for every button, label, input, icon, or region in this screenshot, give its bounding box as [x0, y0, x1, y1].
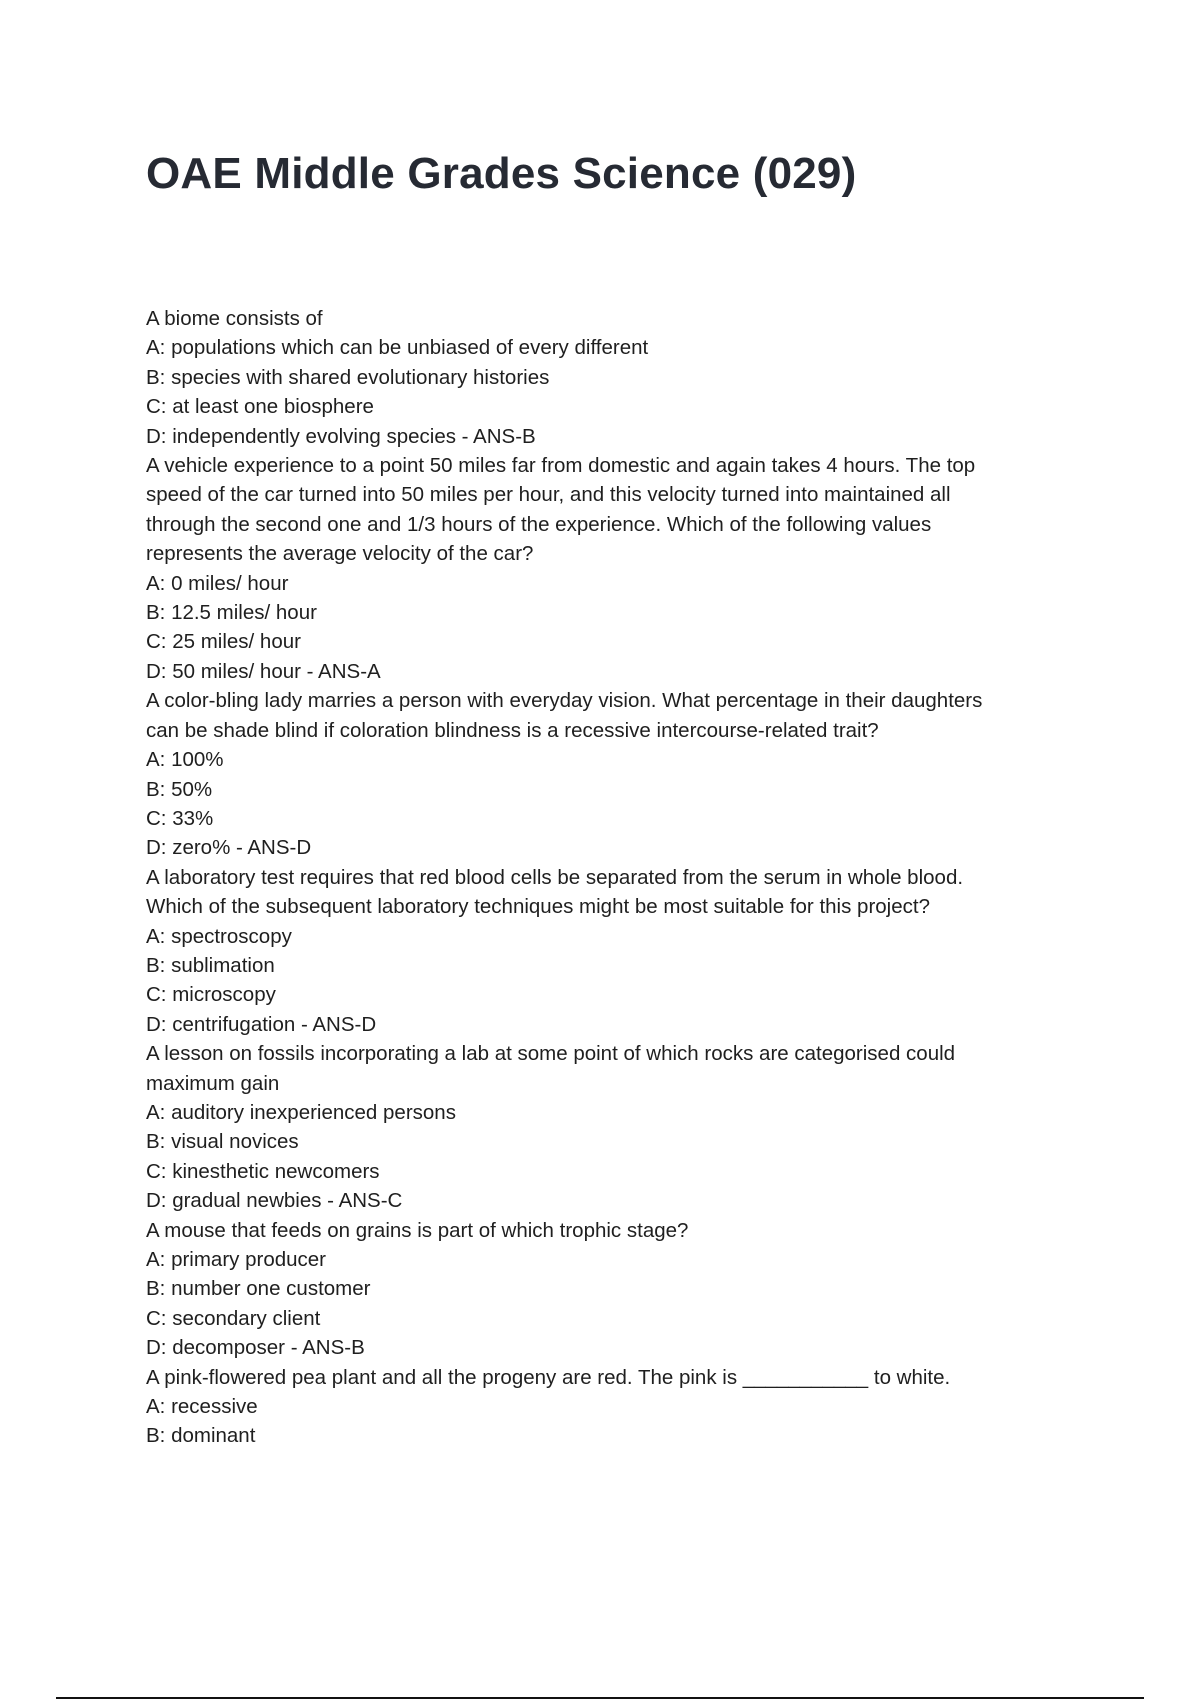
question-5-option-d-answer: D: gradual newbies - ANS-C	[146, 1189, 403, 1213]
question-2-text-line-1: A vehicle experience to a point 50 miles far from domestic and again takes 4 hours. The top	[146, 454, 976, 478]
question-6-option-c: C: secondary client	[146, 1306, 321, 1330]
question-5-option-b: B: visual novices	[146, 1130, 299, 1154]
question-5-text-line-2: maximum gain	[146, 1071, 280, 1095]
question-2-option-b: B: 12.5 miles/ hour	[146, 601, 317, 625]
question-2-text-line-2: speed of the car turned into 50 miles per hour, and this velocity turned into maintained all	[146, 483, 951, 507]
question-4-option-a: A: spectroscopy	[146, 924, 292, 948]
question-2-text-line-4: represents the average velocity of the car?	[146, 542, 534, 566]
question-2-option-d-answer: D: 50 miles/ hour - ANS-A	[146, 659, 381, 683]
question-4-option-b: B: sublimation	[146, 953, 275, 977]
question-1-text: A biome consists of	[146, 307, 323, 330]
question-7-option-b: B: dominant	[146, 1424, 256, 1448]
question-2-option-a: A: 0 miles/ hour	[146, 571, 289, 595]
question-3-option-d-answer: D: zero% - ANS-D	[146, 836, 312, 860]
question-4-option-d-answer: D: centrifugation - ANS-D	[146, 1012, 377, 1036]
question-1-option-b: B: species with shared evolutionary histories	[146, 365, 550, 389]
question-4-text-line-2: Which of the subsequent laboratory techniques might be most suitable for this project?	[146, 895, 930, 919]
question-6-text: A mouse that feeds on grains is part of which trophic stage?	[146, 1218, 689, 1242]
question-7-option-a: A: recessive	[146, 1395, 258, 1419]
question-2-text-line-3: through the second one and 1/3 hours of the experience. Which of the following values	[146, 512, 932, 536]
question-3-option-a: A: 100%	[146, 748, 224, 772]
question-7-text: A pink-flowered pea plant and all the progeny are red. The pink is ___________ to white.	[146, 1365, 951, 1389]
question-6-option-d-answer: D: decomposer - ANS-B	[146, 1336, 365, 1360]
question-4-text-line-1: A laboratory test requires that red blood cells be separated from the serum in whole blood.	[146, 865, 964, 889]
question-6-option-b: B: number one customer	[146, 1277, 371, 1301]
question-1-option-a: A: populations which can be unbiased of every different	[146, 336, 649, 360]
question-1-option-d-answer: D: independently evolving species - ANS-B	[146, 424, 536, 448]
page-bottom-rule	[56, 1697, 1144, 1699]
document-title: OAE Middle Grades Science (029)	[146, 149, 857, 198]
question-3-text-line-2: can be shade blind if coloration blindness is a recessive intercourse-related trait?	[146, 718, 879, 742]
question-3-option-c: C: 33%	[146, 806, 214, 830]
question-3-option-b: B: 50%	[146, 777, 213, 801]
question-6-option-a: A: primary producer	[146, 1248, 327, 1271]
question-4-option-c: C: microscopy	[146, 983, 276, 1007]
question-2-option-c: C: 25 miles/ hour	[146, 630, 301, 654]
question-1-option-c: C: at least one biosphere	[146, 395, 374, 419]
question-3-text-line-1: A color-bling lady marries a person with everyday vision. What percentage in their daughters	[146, 689, 983, 713]
question-5-option-a: A: auditory inexperienced persons	[146, 1100, 456, 1124]
question-5-option-c: C: kinesthetic newcomers	[146, 1159, 380, 1183]
question-5-text-line-1: A lesson on fossils incorporating a lab at some point of which rocks are categorised could	[146, 1042, 956, 1066]
question-list	[146, 304, 1066, 1451]
